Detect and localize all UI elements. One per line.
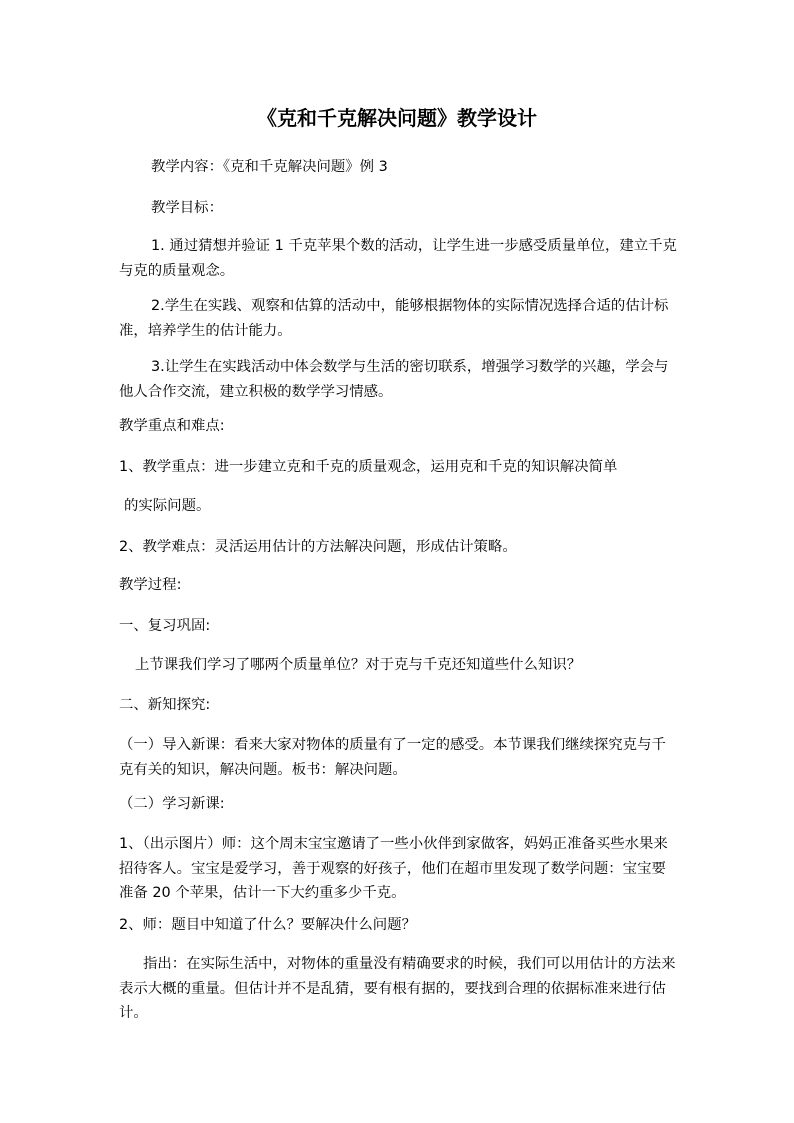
goal-3: 3.让学生在实践活动中体会数学与生活的密切联系，增强学习数学的兴趣，学会与他人合作交流，建立积极的数学学习情感。 [119,359,669,400]
goal-2: 2.学生在实践、观察和估算的活动中，能够根据物体的实际情况选择合适的估计标准，培养学生的估计能力。 [119,298,669,339]
process-heading: 教学过程: [119,577,182,593]
difficulty: 2、教学难点：灵活运用估计的方法解决问题，形成估计策略。 [119,539,517,555]
note-paragraph: 指出：在实际生活中，对物体的重量没有精确要求的时候，我们可以用估计的方法来表示大概的重量。但估计并不是乱猜，要有根有据的，要找到合理的依据标准来进行估计。 [119,956,676,1021]
key-point-line1: 1、教学重点：进一步建立克和千克的质量观念，运用克和千克的知识解决简单 [119,459,618,475]
step-2-paragraph: 2、师：题目中知道了什么？要解决什么问题？ [119,917,416,933]
step-1-paragraph: 1、（出示图片）师：这个周末宝宝邀请了一些小伙伴到家做客，妈妈正准备买些水果来招待客人。宝宝是爱学习，善于观察的好孩子，他们在超市里发现了数学问题：宝宝要准备 20 个苹果，估计一下大约重多少千克。 [119,836,668,901]
document-title: 《克和千克解决问题》教学设计 [257,106,537,130]
learn-heading: （二）学习新课: [119,796,225,812]
section-2-heading: 二、新知探究: [119,697,211,713]
goal-1: 1. 通过猜想并验证 1 千克苹果个数的活动，让学生进一步感受质量单位，建立千克与克的质量观念。 [119,238,677,279]
key-point-line2: 的实际问题。 [124,498,211,514]
section-1-heading: 一、复习巩固: [119,618,211,634]
intro-paragraph: （一）导入新课：看来大家对物体的质量有了一定的感受。本节课我们继续探究克与千克有关的知识，解决问题。板书：解决问题。 [119,737,666,778]
key-points-heading: 教学重点和难点: [119,418,225,434]
goals-heading: 教学目标： [151,200,223,216]
content-label: 教学内容：《克和千克解决问题》例 3 [151,159,388,175]
review-question: 上节课我们学习了哪两个质量单位？对于克与千克还知道些什么知识？ [135,657,582,673]
